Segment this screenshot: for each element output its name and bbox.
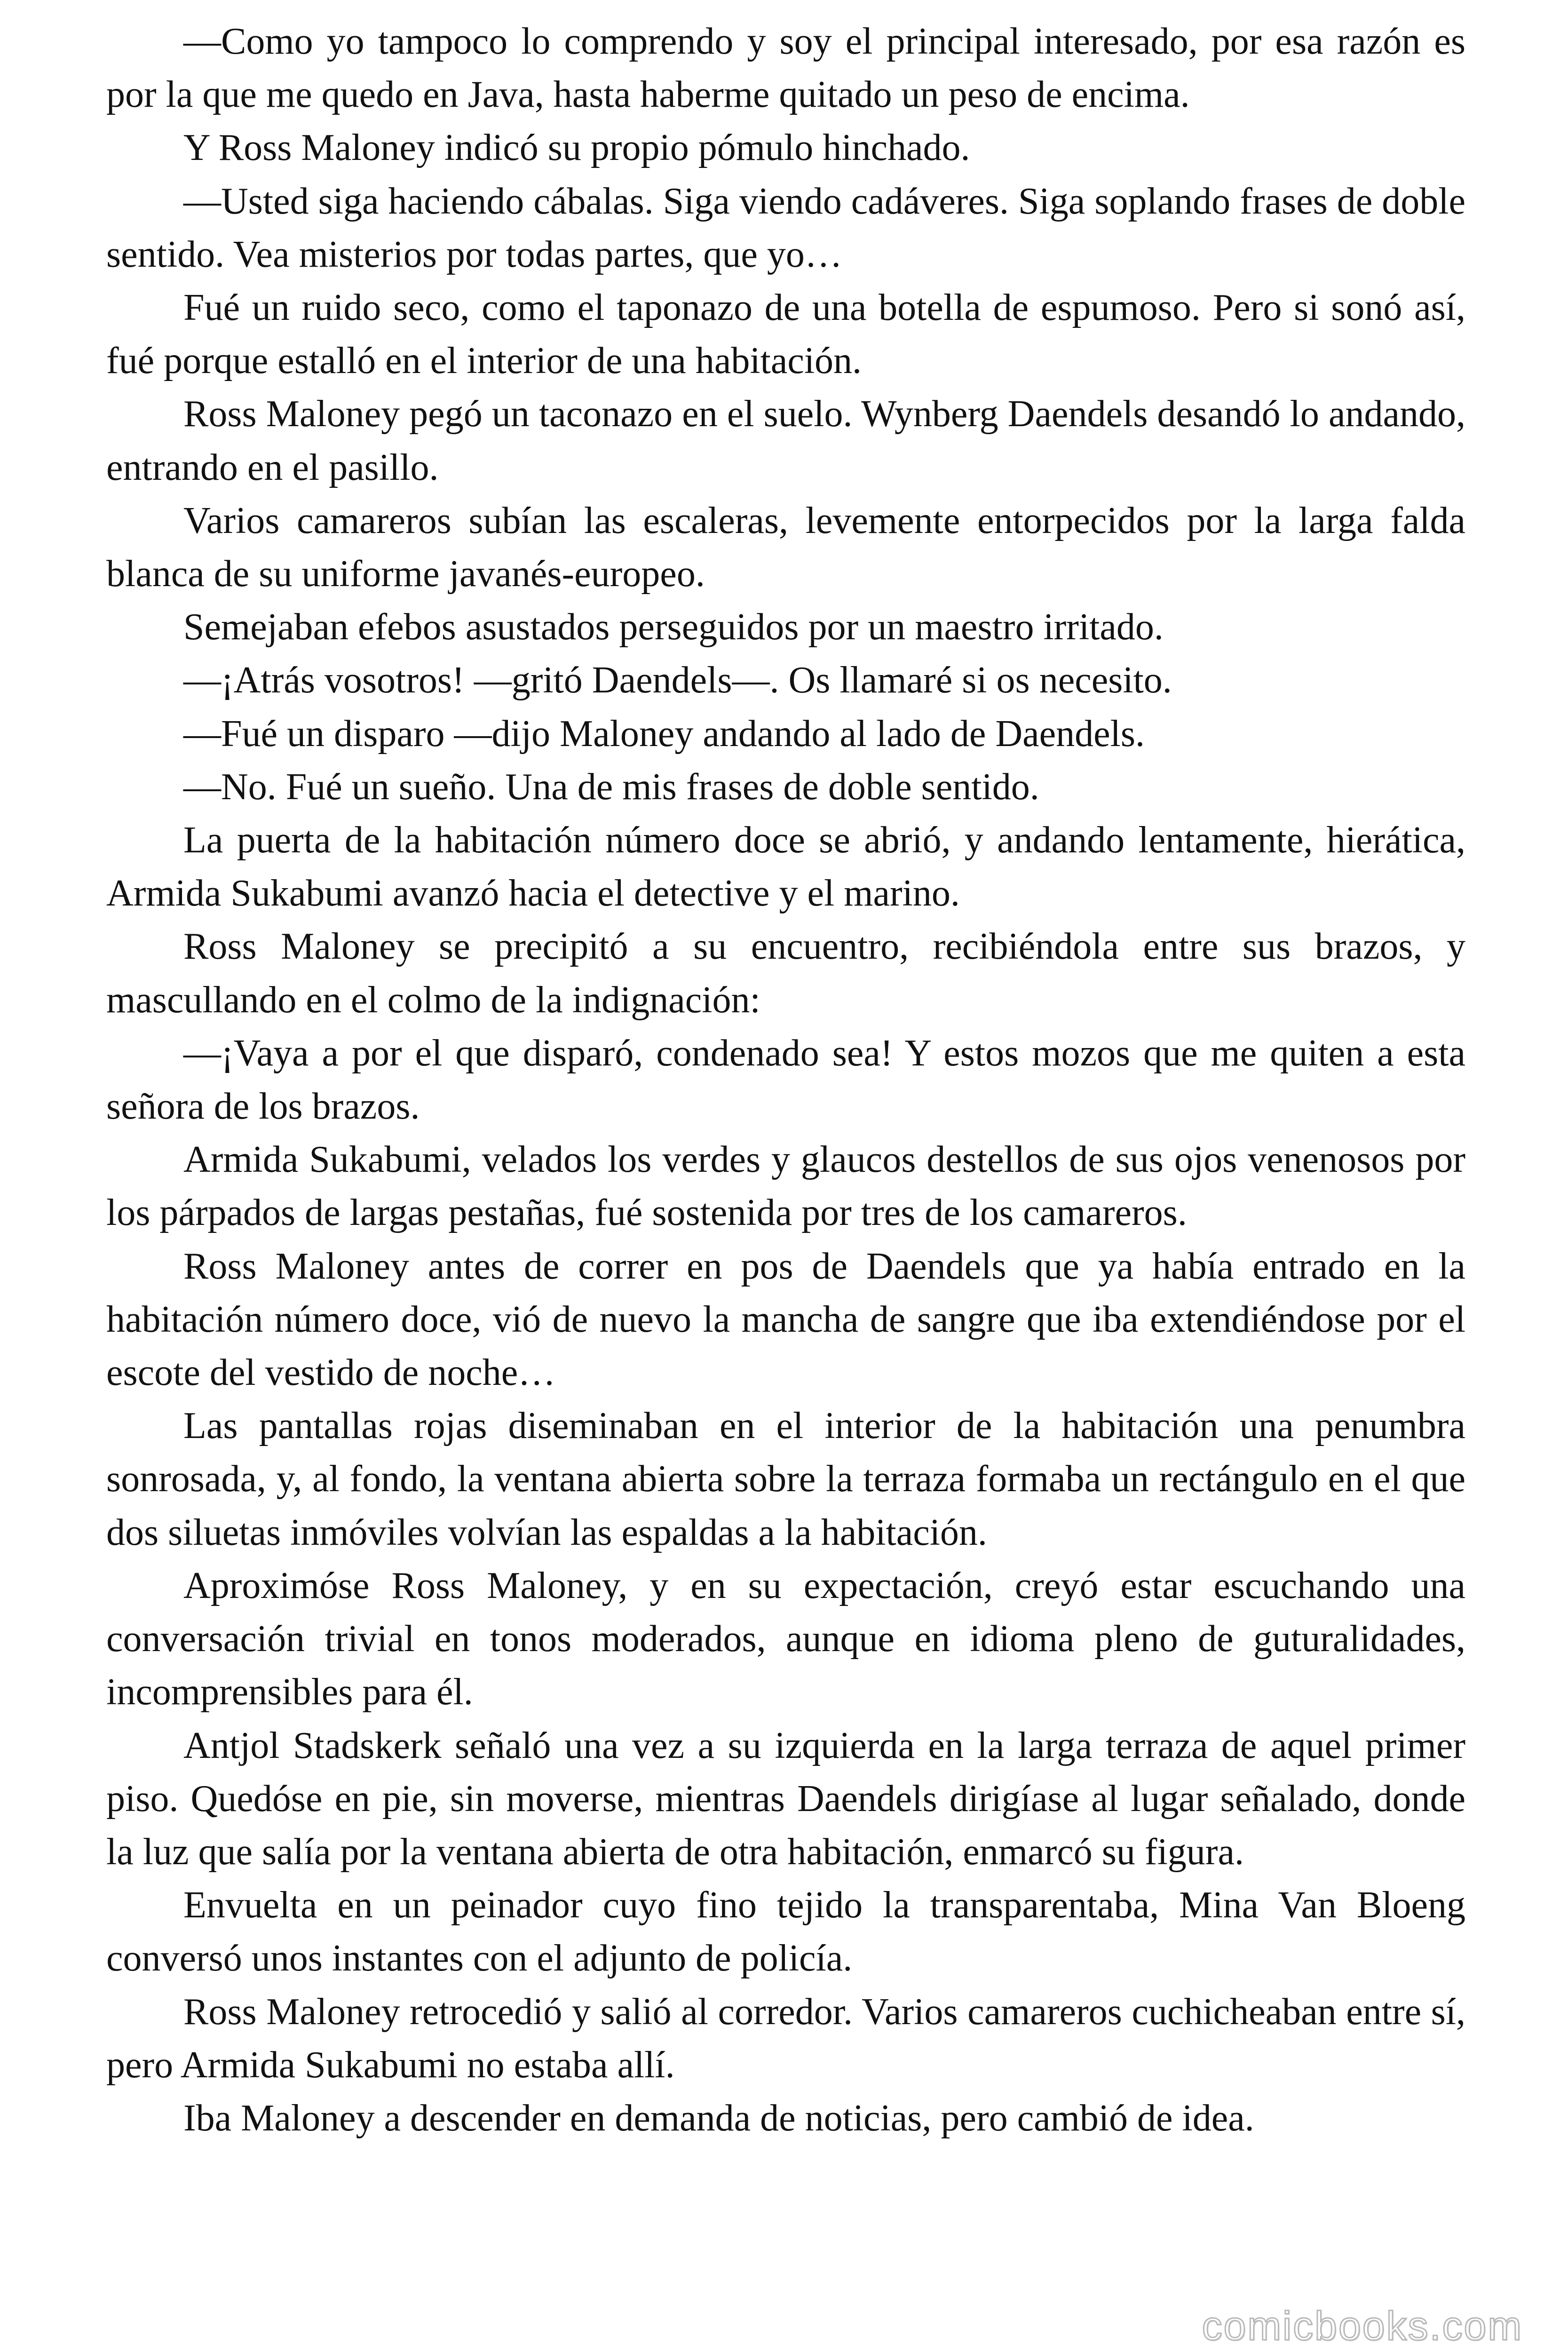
paragraph: Ross Maloney se precipitó a su encuentro, recibiéndola entre sus brazos, y mascullando en el colmo de la indignación: xyxy=(106,926,1465,1021)
paragraph: Antjol Stadskerk señaló una vez a su izquierda en la larga terraza de aquel primer piso. Quedóse en pie, sin moverse, mientras Daendels dirigíase al lugar señalado, donde la luz que salía por la ventana abierta de otra habitación, enmarcó su figura. xyxy=(106,1724,1465,1873)
paragraph: —No. Fué un sueño. Una de mis frases de doble sentido. xyxy=(183,766,1039,808)
paragraph: Ross Maloney antes de correr en pos de Daendels que ya había entrado en la habitación número doce, vió de nuevo la mancha de sangre que iba extendiéndose por el escote del vestido de noche… xyxy=(106,1245,1465,1394)
paragraph: —¡Atrás vosotros! —gritó Daendels—. Os llamaré si os necesito. xyxy=(183,660,1172,701)
document-page xyxy=(106,15,1465,2145)
paragraph: —Fué un disparo —dijo Maloney andando al lado de Daendels. xyxy=(183,713,1145,755)
paragraph: Varios camareros subían las escaleras, levemente entorpecidos por la larga falda blanca de su uniforme javanés-europeo. xyxy=(106,500,1465,595)
paragraph: —Como yo tampoco lo comprendo y soy el principal interesado, por esa razón es por la que me quedo en Java, hasta haberme quitado un peso de encima. xyxy=(106,21,1465,116)
paragraph: Aproximóse Ross Maloney, y en su expectación, creyó estar escuchando una conversación trivial en tonos moderados, aunque en idioma pleno de guturalidades, incomprensibles para él. xyxy=(106,1565,1465,1713)
paragraph: —¡Vaya a por el que disparó, condenado sea! Y estos mozos que me quiten a esta señora de los brazos. xyxy=(106,1032,1465,1128)
paragraph: Ross Maloney pegó un taconazo en el suelo. Wynberg Daendels desandó lo andando, entrando en el pasillo. xyxy=(106,393,1465,488)
paragraph: Ross Maloney retrocedió y salió al corredor. Varios camareros cuchicheaban entre sí, pero Armida Sukabumi no estaba allí. xyxy=(106,1991,1465,2086)
paragraph: —Usted siga haciendo cábalas. Siga viendo cadáveres. Siga soplando frases de doble sentido. Vea misterios por todas partes, que yo… xyxy=(106,180,1465,275)
paragraph: Iba Maloney a descender en demanda de noticias, pero cambió de idea. xyxy=(183,2097,1254,2139)
paragraph: Y Ross Maloney indicó su propio pómulo hinchado. xyxy=(183,127,970,169)
paragraph: Fué un ruido seco, como el taponazo de una botella de espumoso. Pero si sonó así, fué porque estalló en el interior de una habitación. xyxy=(106,287,1465,382)
paragraph: Armida Sukabumi, velados los verdes y glaucos destellos de sus ojos venenosos por los párpados de largas pestañas, fué sostenida por tres de los camareros. xyxy=(106,1139,1465,1234)
paragraph: Semejaban efebos asustados perseguidos por un maestro irritado. xyxy=(183,606,1164,648)
paragraph: Las pantallas rojas diseminaban en el interior de la habitación una penumbra sonrosada, y, al fondo, la ventana abierta sobre la terraza formaba un rectángulo en el que dos siluetas inmóviles volvían las espaldas a la habitación. xyxy=(106,1405,1465,1553)
watermark: comicbooks.com xyxy=(1202,2304,1523,2349)
paragraph: La puerta de la habitación número doce se abrió, y andando lentamente, hierática, Armida Sukabumi avanzó hacia el detective y el marino. xyxy=(106,819,1465,914)
paragraph: Envuelta en un peinador cuyo fino tejido la transparentaba, Mina Van Bloeng conversó unos instantes con el adjunto de policía. xyxy=(106,1884,1465,1979)
